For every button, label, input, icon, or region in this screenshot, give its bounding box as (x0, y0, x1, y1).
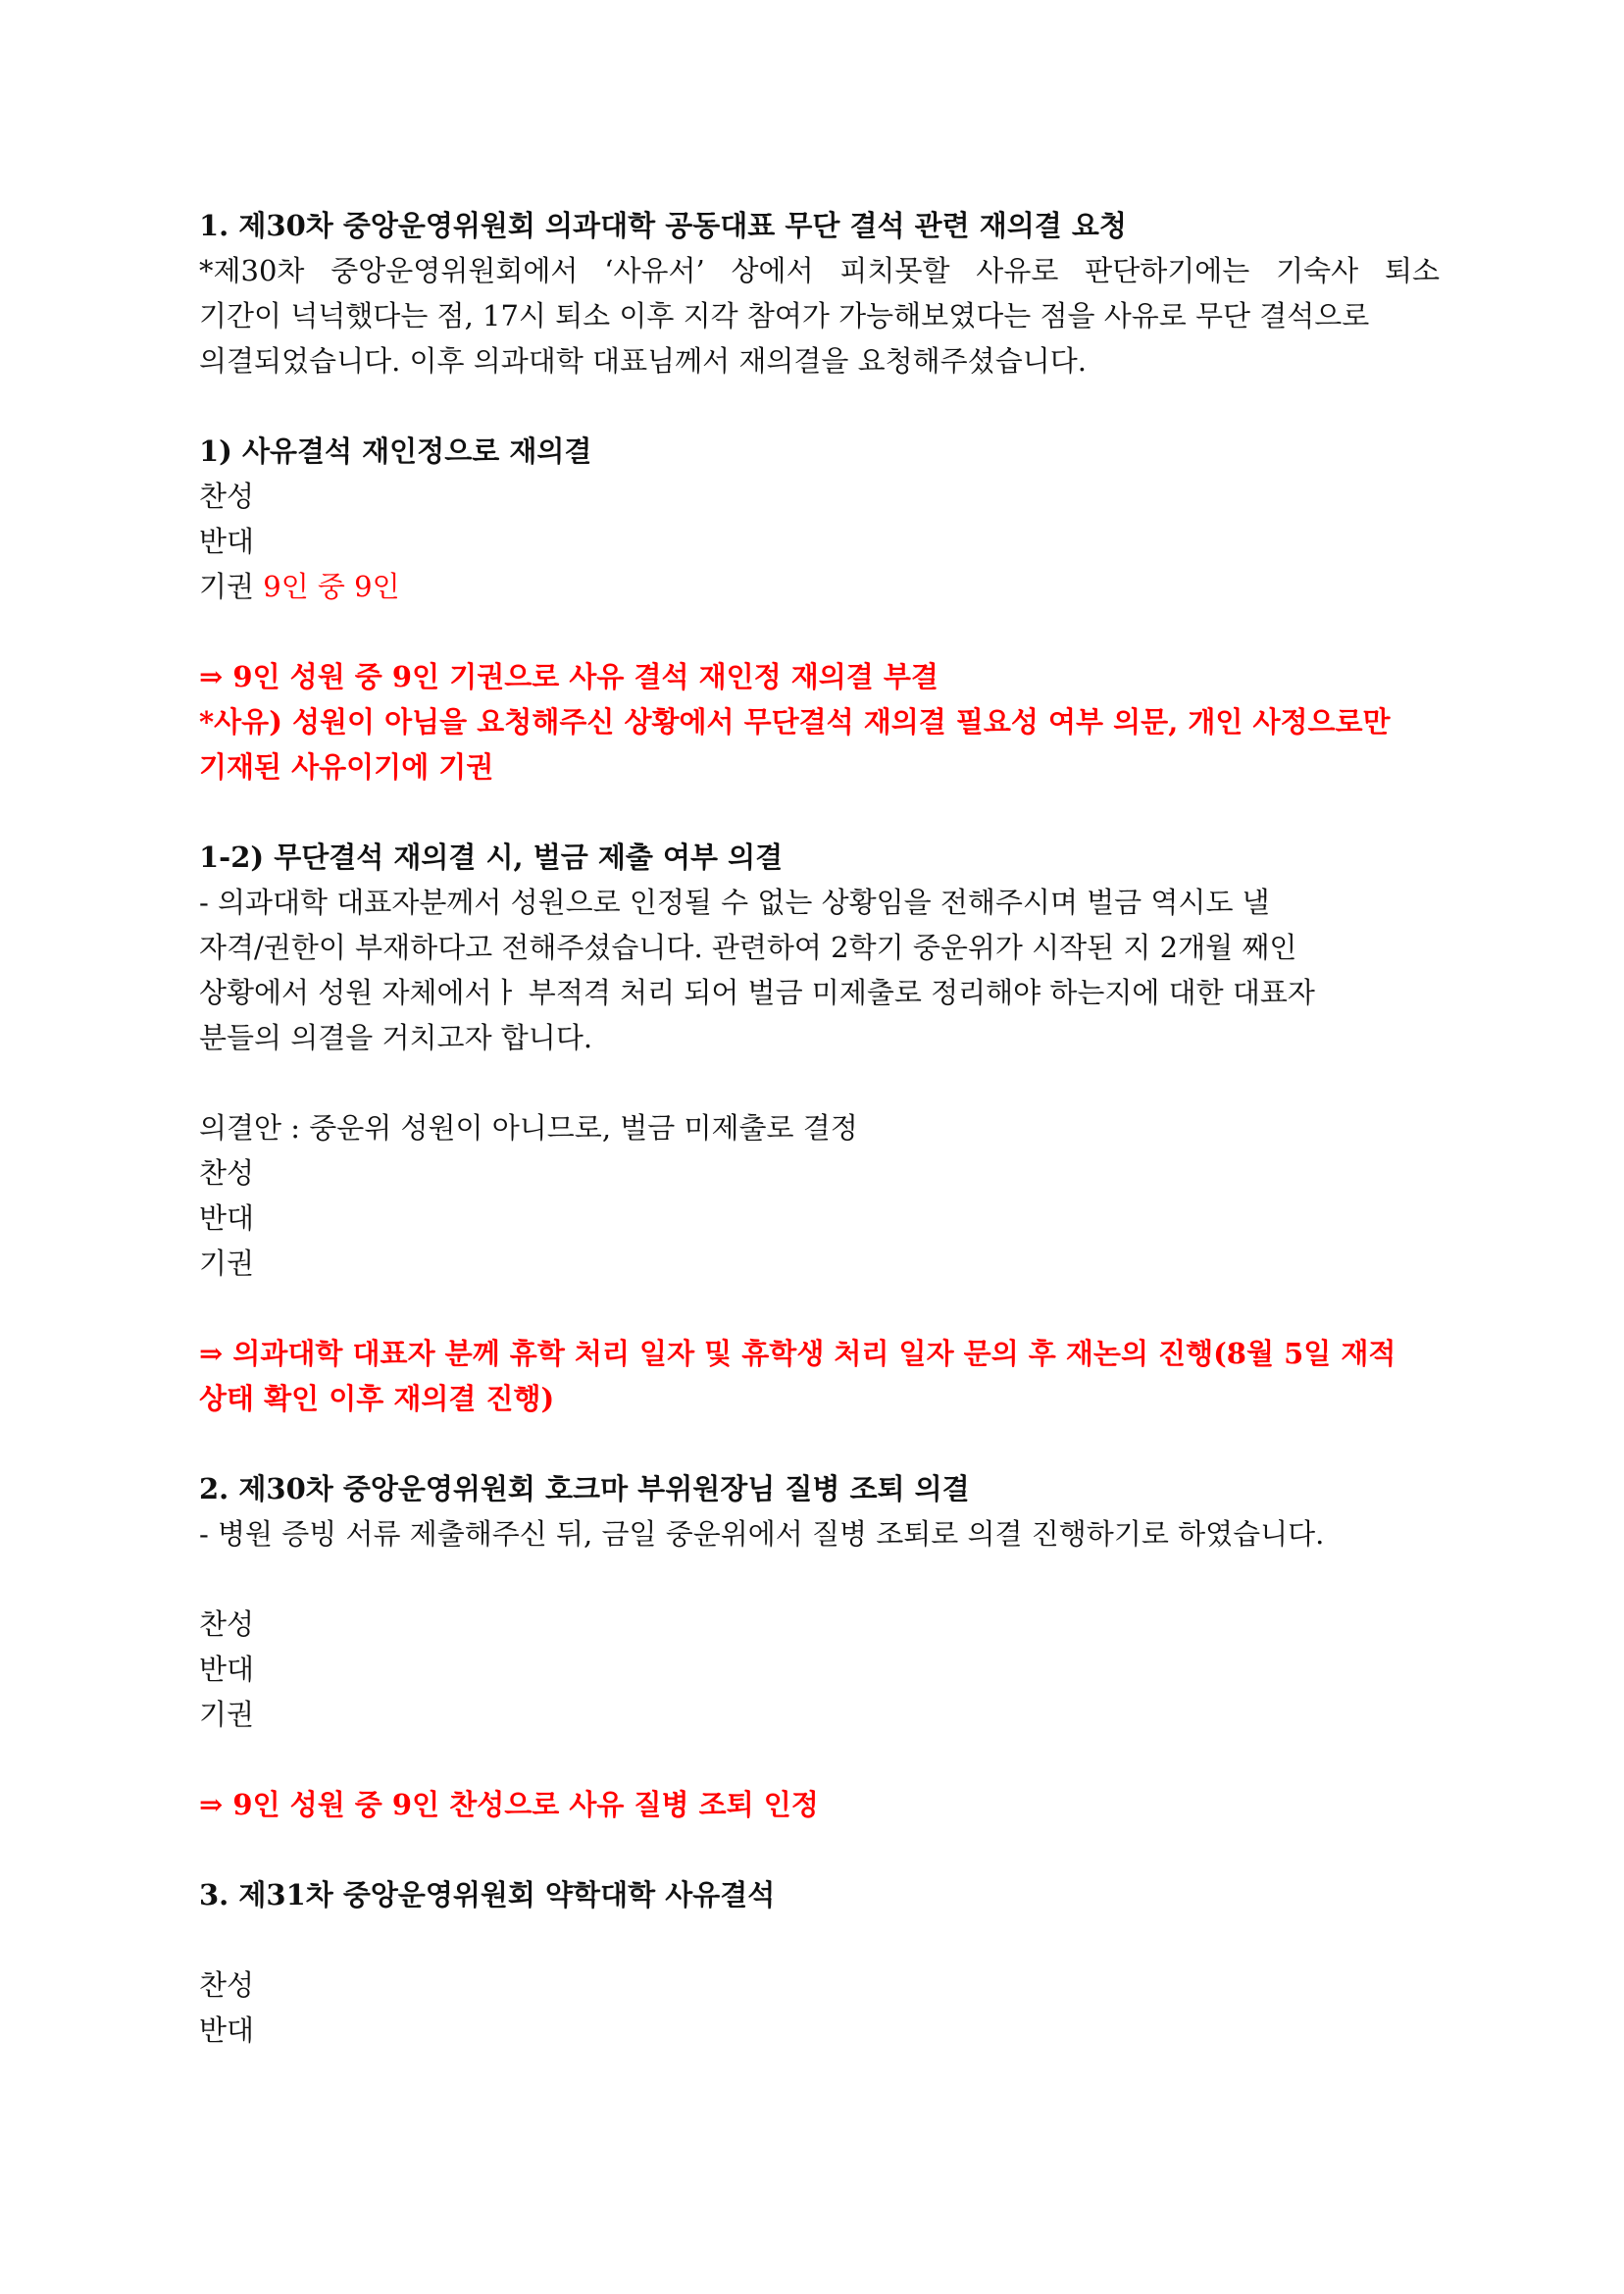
sub2-desc-line: 상황에서 성원 자체에서ㅏ 부적격 처리 되어 벌금 미제출로 정리해야 하는지에 대한 대표자 (199, 976, 1315, 1009)
sub2-title: 1-2) 무단결석 재의결 시, 벌금 제출 여부 의결 (199, 841, 784, 874)
sub2-desc-line: 자격/권한이 부재하다고 전해주셨습니다. 관련하여 2학기 중운위가 시작된 지 2개월 째인 (199, 931, 1297, 964)
section3-title: 3. 제31차 중앙운영위원회 약학대학 사유결석 (199, 1878, 776, 1912)
sub2-desc-line: - 의과대학 대표자분께서 성원으로 인정될 수 없는 상황임을 전해주시며 벌금 역시도 낼 (199, 886, 1270, 919)
section1-desc-line: *제30차 중앙운영위원회에서 ‘사유서’ 상에서 피치못할 사유로 판단하기에는 기숙사 퇴소 (199, 254, 1440, 287)
section1-title: 1. 제30차 중앙운영위원회 의과대학 공동대표 무단 결석 관련 재의결 요청 (199, 209, 1127, 242)
section2-result: ⇒ 9인 성원 중 9인 찬성으로 사유 질병 조퇴 인정 (199, 1788, 819, 1821)
vote-abstain-label: 기권 (199, 570, 255, 603)
sub2-motion: 의결안 : 중운위 성원이 아니므로, 벌금 미제출로 결정 (199, 1111, 858, 1145)
vote-against: 반대 (199, 1201, 255, 1235)
sub1-reason-line: *사유) 성원이 아님을 요청해주신 상황에서 무단결석 재의결 필요성 여부 의문, 개인 사정으로만 (199, 705, 1391, 739)
sub1-title: 1) 사유결석 재인정으로 재의결 (199, 434, 592, 468)
vote-against: 반대 (199, 1653, 255, 1686)
vote-abstain-count: 9인 중 9인 (263, 570, 400, 603)
section2-title: 2. 제30차 중앙운영위원회 호크마 부위원장님 질병 조퇴 의결 (199, 1472, 970, 1505)
sub2-result-line: 상태 확인 이후 재의결 진행) (199, 1382, 555, 1415)
vote-abstain: 기권 (199, 1698, 255, 1731)
vote-against: 반대 (199, 2014, 255, 2047)
vote-abstain: 기권 (199, 1247, 255, 1280)
sub1-reason-line: 기재된 사유이기에 기권 (199, 750, 494, 784)
vote-for: 찬성 (199, 480, 255, 513)
sub2-desc-line: 분들의 의결을 거치고자 합니다. (199, 1021, 593, 1054)
section1-desc-line: 기간이 넉넉했다는 점, 17시 퇴소 이후 지각 참여가 가능해보였다는 점을 사유로 무단 결석으로 (199, 299, 1370, 332)
sub1-result: ⇒ 9인 성원 중 9인 기권으로 사유 결석 재인정 재의결 부결 (199, 660, 939, 693)
vote-for: 찬성 (199, 1968, 255, 2002)
section1-desc-line: 의결되었습니다. 이후 의과대학 대표님께서 재의결을 요청해주셨습니다. (199, 344, 1087, 378)
vote-abstain (199, 564, 1440, 609)
section2-desc: - 병원 증빙 서류 제출해주신 뒤, 금일 중운위에서 질병 조퇴로 의결 진행하기로 하였습니다. (199, 1517, 1325, 1551)
document-page (199, 203, 1440, 2053)
sub2-result-line: ⇒ 의과대학 대표자 분께 휴학 처리 일자 및 휴학생 처리 일자 문의 후 재논의 진행(8월 5일 재적 (199, 1337, 1396, 1370)
vote-against: 반대 (199, 525, 255, 558)
vote-for: 찬성 (199, 1156, 255, 1190)
vote-for: 찬성 (199, 1607, 255, 1641)
